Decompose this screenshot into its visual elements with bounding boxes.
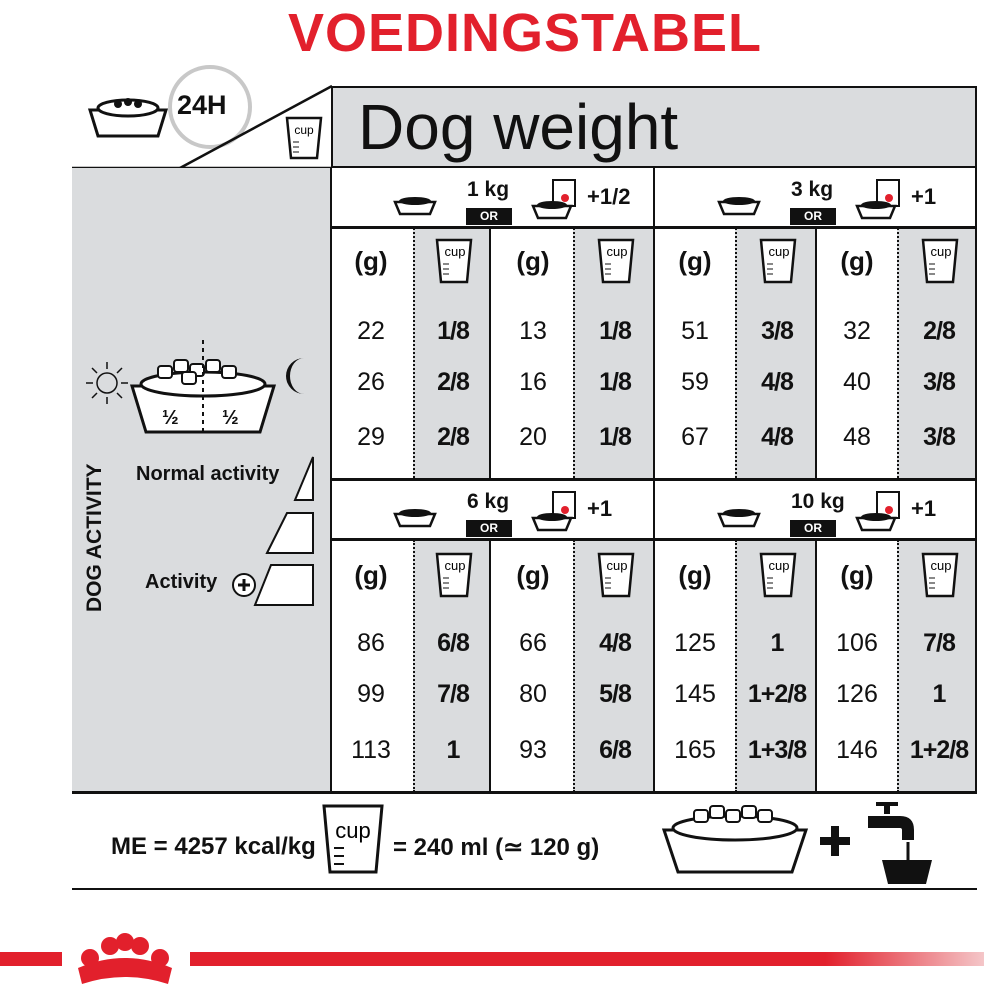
pouch-amount: +1/2 bbox=[587, 184, 631, 209]
cups-cell: 6/8 bbox=[437, 629, 469, 657]
cups-cell: 2/8 bbox=[923, 317, 955, 345]
grams-cell: 165 bbox=[674, 736, 716, 764]
grams-cell: 16 bbox=[519, 368, 547, 396]
cups-cell: 1/8 bbox=[437, 317, 469, 345]
bowl-icon bbox=[393, 194, 437, 216]
pouch-amount: +1 bbox=[911, 184, 937, 209]
cups-cell: 2/8 bbox=[437, 423, 469, 451]
split-bowl-icon bbox=[128, 340, 278, 436]
pouch-icon bbox=[531, 490, 579, 532]
cups-cell: 7/8 bbox=[923, 629, 955, 657]
cup-icon bbox=[322, 804, 384, 874]
cups-cell: 3/8 bbox=[761, 317, 793, 345]
or-badge: OR bbox=[466, 520, 512, 537]
svg-text:cup: cup bbox=[768, 558, 790, 573]
cups-cell: 1/8 bbox=[599, 423, 631, 451]
pouch-icon bbox=[855, 178, 903, 220]
grams-cell: 99 bbox=[357, 680, 385, 708]
or-badge: OR bbox=[790, 520, 836, 537]
cups-cell: 1+2/8 bbox=[747, 680, 807, 708]
grams-header: (g) bbox=[516, 560, 550, 590]
svg-text:cup: cup bbox=[444, 558, 466, 573]
table-border bbox=[72, 791, 977, 794]
cups-cell: 1+2/8 bbox=[909, 736, 969, 764]
cups-cell: 3/8 bbox=[923, 368, 955, 396]
grams-cell: 13 bbox=[519, 317, 547, 345]
bowl-icon bbox=[393, 506, 437, 528]
cups-cell: 1 bbox=[770, 629, 784, 657]
cups-cell: 1/8 bbox=[599, 368, 631, 396]
grams-cell: 29 bbox=[357, 423, 385, 451]
me-energy-label: ME = 4257 kcal/kg bbox=[111, 833, 316, 860]
cups-cell: 6/8 bbox=[599, 736, 631, 764]
cup-icon bbox=[597, 238, 635, 284]
grams-header: (g) bbox=[354, 560, 388, 590]
grams-cell: 106 bbox=[836, 629, 878, 657]
grams-cell: 93 bbox=[519, 736, 547, 764]
plus-circle-icon bbox=[231, 572, 257, 598]
cup-volume-label: = 240 ml (≃ 120 g) bbox=[393, 834, 600, 861]
cup-label: cup bbox=[335, 818, 371, 843]
grams-cell: 125 bbox=[674, 629, 716, 657]
svg-text:cup: cup bbox=[606, 244, 628, 259]
table-border bbox=[330, 478, 977, 481]
cups-cell: 4/8 bbox=[761, 368, 793, 396]
plus-icon bbox=[820, 826, 850, 856]
svg-text:cup: cup bbox=[444, 244, 466, 259]
table-border bbox=[72, 888, 977, 890]
grams-header: (g) bbox=[678, 560, 712, 590]
page-title: VOEDINGSTABEL bbox=[287, 3, 763, 63]
crown-logo bbox=[70, 928, 180, 988]
grams-cell: 40 bbox=[843, 368, 871, 396]
grams-header: (g) bbox=[840, 246, 874, 276]
grams-cell: 48 bbox=[843, 423, 871, 451]
weight-label: 1 kg bbox=[467, 178, 510, 201]
grams-cell: 146 bbox=[836, 736, 878, 764]
grams-header: (g) bbox=[516, 246, 550, 276]
cup-icon bbox=[435, 552, 473, 598]
grams-cell: 51 bbox=[681, 317, 709, 345]
cup-label: cup bbox=[294, 123, 314, 137]
pouch-amount: +1 bbox=[587, 496, 613, 521]
svg-text:cup: cup bbox=[930, 558, 952, 573]
grams-cell: 22 bbox=[357, 317, 385, 345]
grams-cell: 59 bbox=[681, 368, 709, 396]
cups-cell: 7/8 bbox=[437, 680, 469, 708]
cups-cell: 1 bbox=[446, 736, 460, 764]
cups-cell: 4/8 bbox=[599, 629, 631, 657]
bowl-icon bbox=[660, 804, 810, 876]
dog-activity-label: DOG ACTIVITY bbox=[83, 463, 106, 612]
activity-plus-label: Activity bbox=[145, 571, 218, 593]
grams-cell: 20 bbox=[519, 423, 547, 451]
brand-bar-left bbox=[0, 952, 62, 966]
normal-activity-label: Normal activity bbox=[136, 463, 280, 485]
weight-label: 10 kg bbox=[791, 490, 845, 513]
pouch-icon bbox=[531, 178, 579, 220]
pouch-icon bbox=[855, 490, 903, 532]
cup-icon bbox=[285, 116, 323, 160]
svg-text:cup: cup bbox=[606, 558, 628, 573]
half-right: ½ bbox=[222, 407, 239, 429]
table-border bbox=[330, 226, 977, 229]
or-badge: OR bbox=[790, 208, 836, 225]
cup-icon bbox=[759, 238, 797, 284]
cups-cell: 4/8 bbox=[761, 423, 793, 451]
grams-cell: 126 bbox=[836, 680, 878, 708]
grams-cell: 67 bbox=[681, 423, 709, 451]
cups-cell: 1 bbox=[932, 680, 946, 708]
grams-cell: 145 bbox=[674, 680, 716, 708]
grams-cell: 113 bbox=[351, 736, 391, 764]
weight-label: 3 kg bbox=[791, 178, 834, 201]
svg-text:cup: cup bbox=[930, 244, 952, 259]
cup-icon bbox=[921, 552, 959, 598]
cups-cell: 1/8 bbox=[599, 317, 631, 345]
dog-weight-title: Dog weight bbox=[358, 91, 679, 163]
water-tap-icon bbox=[864, 800, 934, 886]
period-label: 24H bbox=[177, 90, 227, 120]
half-left: ½ bbox=[162, 407, 179, 429]
bowl-icon bbox=[717, 506, 761, 528]
activity-steps bbox=[255, 455, 317, 607]
brand-bar-right bbox=[190, 952, 984, 966]
grams-cell: 80 bbox=[519, 680, 547, 708]
grams-cell: 32 bbox=[843, 317, 871, 345]
cups-cell: 1+3/8 bbox=[747, 736, 807, 764]
cups-cell: 5/8 bbox=[599, 680, 631, 708]
grams-header: (g) bbox=[354, 246, 388, 276]
cups-cell: 2/8 bbox=[437, 368, 469, 396]
sun-icon bbox=[84, 360, 130, 406]
grams-header: (g) bbox=[678, 246, 712, 276]
grams-cell: 86 bbox=[357, 629, 385, 657]
bowl-icon bbox=[717, 194, 761, 216]
svg-text:cup: cup bbox=[768, 244, 790, 259]
grams-header: (g) bbox=[840, 560, 874, 590]
cup-icon bbox=[759, 552, 797, 598]
cups-cell: 3/8 bbox=[923, 423, 955, 451]
grams-cell: 26 bbox=[357, 368, 385, 396]
cup-icon bbox=[921, 238, 959, 284]
moon-icon bbox=[282, 356, 312, 396]
table-border bbox=[330, 538, 977, 541]
cup-icon bbox=[597, 552, 635, 598]
or-badge: OR bbox=[466, 208, 512, 225]
grams-cell: 66 bbox=[519, 629, 547, 657]
cup-icon bbox=[435, 238, 473, 284]
weight-label: 6 kg bbox=[467, 490, 510, 513]
pouch-amount: +1 bbox=[911, 496, 937, 521]
